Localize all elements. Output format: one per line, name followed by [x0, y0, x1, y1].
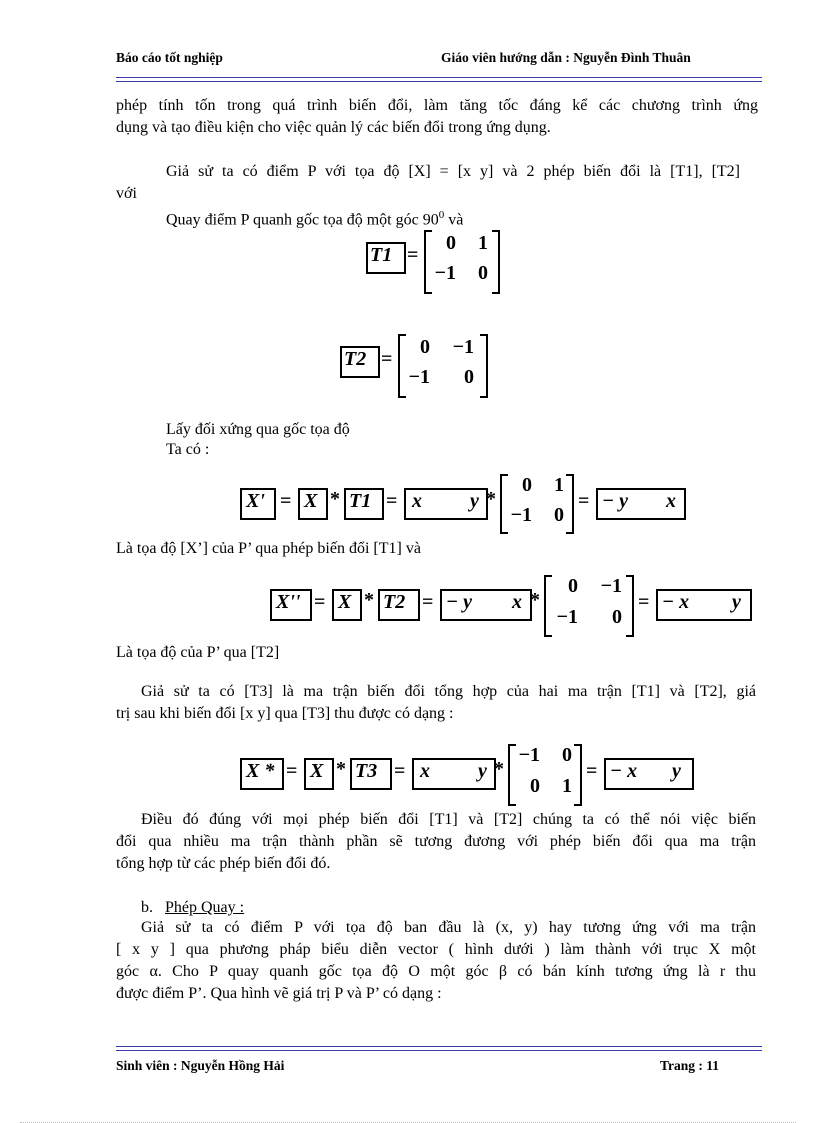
header-rule-bottom — [116, 81, 762, 82]
paragraph-8-line-2: trị sau khi biến đổi [x y] qua [T3] thu được có dạng : — [116, 705, 454, 722]
eq1-row-x: x — [412, 490, 422, 512]
eq1-t: T1 — [349, 490, 372, 512]
header-left: Báo cáo tốt nghiệp — [116, 50, 223, 65]
paragraph-9-line-1: Điều đó đúng với mọi phép biến đổi [T1] và [T2] chúng ta có thể nói việc biến — [141, 811, 756, 828]
t1-label: T1 — [370, 244, 393, 266]
paragraph-6: Là tọa độ [X’] của P’ qua phép biến đổi [T1] và — [116, 540, 421, 557]
paragraph-9-line-2: đổi qua nhiều ma trận thành phần sẽ tương đương với phép biến đổi qua ma trận — [116, 833, 756, 850]
paragraph-10-line-1: Giả sử ta có điểm P với tọa độ ban đầu là (x, y) hay tương ứng với ma trận — [141, 919, 756, 936]
eq2-mul-1: * — [364, 589, 374, 611]
eq3-result-1: − x — [610, 760, 638, 782]
section-b-number: b. — [141, 899, 153, 916]
eq1-cell: 0 — [554, 504, 564, 526]
equation-3 — [238, 742, 694, 804]
eq2-cell: −1 — [556, 606, 578, 628]
eq1-x: X — [304, 490, 318, 512]
t2-cell: −1 — [408, 366, 430, 388]
eq2-equals-3: = — [638, 591, 650, 613]
paragraph-2-line-1: Giả sử ta có điểm P với tọa độ [X] = [x y] và 2 phép biến đổi là [T1], [T2] — [166, 163, 740, 180]
eq3-row-y: y — [478, 760, 487, 782]
section-b-heading — [141, 897, 244, 919]
eq2-cell: 0 — [612, 606, 622, 628]
eq2-cell: −1 — [600, 575, 622, 597]
eq2-result-1: − x — [662, 591, 690, 613]
eq2-mul-2: * — [530, 589, 540, 611]
t2-label: T2 — [344, 348, 367, 370]
paragraph-5: Ta có : — [166, 441, 210, 458]
paragraph-1-line-1: phép tính tốn trong quá trình biến đổi, làm tăng tốc đáng kể các chương trình ứng — [116, 97, 758, 114]
eq1-result-2: x — [666, 490, 676, 512]
t1-equals: = — [407, 244, 419, 266]
t2-definition — [338, 330, 498, 396]
eq2-x: X — [338, 591, 352, 613]
t2-cell: 0 — [464, 366, 474, 388]
paragraph-7: Là tọa độ của P’ qua [T2] — [116, 644, 280, 661]
eq2-result-2: y — [732, 591, 741, 613]
t1-cell: −1 — [434, 262, 456, 284]
eq3-equals-2: = — [394, 760, 406, 782]
eq1-cell: 0 — [522, 474, 532, 496]
footer-rule-top — [116, 1046, 762, 1047]
paragraph-10-line-3: góc α. Cho P quay quanh gốc tọa độ O một góc β có bán kính tương ứng là r thu — [116, 963, 756, 980]
equation-1 — [238, 472, 688, 532]
paragraph-10-line-4: được điểm P’. Qua hình vẽ giá trị P và P’ có dạng : — [116, 985, 442, 1002]
eq2-lhs: X'' — [276, 591, 301, 613]
eq3-t: T3 — [355, 760, 378, 782]
eq3-lhs: X * — [246, 760, 275, 782]
t1-definition — [364, 228, 504, 294]
eq2-equals-2: = — [422, 591, 434, 613]
eq1-matrix-right-bracket — [566, 474, 574, 534]
eq2-matrix-right-bracket — [626, 575, 634, 637]
paragraph-1-line-2: dụng và tạo điều kiện cho việc quản lý các biến đổi trong ứng dụng. — [116, 119, 551, 136]
degree-superscript: 0 — [438, 209, 445, 221]
eq3-equals-1: = — [286, 760, 298, 782]
equation-2 — [268, 573, 754, 635]
footer-right: Trang : 11 — [660, 1058, 720, 1073]
footer-rule-bottom — [116, 1050, 762, 1051]
t2-cell: −1 — [452, 336, 474, 358]
eq3-row-x: x — [420, 760, 430, 782]
eq3-cell: 0 — [562, 744, 572, 766]
eq3-x: X — [310, 760, 324, 782]
eq1-equals-3: = — [578, 490, 590, 512]
paragraph-2-line-2: với — [116, 185, 137, 202]
paragraph-3-tail: và — [444, 211, 464, 229]
eq1-row-y: y — [470, 490, 479, 512]
eq1-cell: 1 — [554, 474, 564, 496]
eq1-mul-2: * — [486, 488, 496, 510]
t2-equals: = — [381, 348, 393, 370]
eq1-mul-1: * — [330, 488, 340, 510]
eq3-equals-3: = — [586, 760, 598, 782]
t1-cell: 0 — [446, 232, 456, 254]
paragraph-10-line-2: [ x y ] qua phương pháp biểu diễn vector ( hình dưới ) làm thành với trục X một — [116, 941, 756, 958]
header-rule-top — [116, 77, 762, 78]
eq1-lhs: X' — [246, 490, 265, 512]
eq2-row-1: − y — [446, 591, 472, 613]
t1-cell: 0 — [478, 262, 488, 284]
header-right: Giáo viên hướng dẫn : Nguyễn Đình Thuân — [441, 50, 691, 65]
t2-cell: 0 — [420, 336, 430, 358]
eq1-cell: −1 — [510, 504, 532, 526]
eq3-result-2: y — [672, 760, 681, 782]
eq1-equals-1: = — [280, 490, 292, 512]
eq3-mul-1: * — [336, 758, 346, 780]
eq3-cell: 1 — [562, 775, 572, 797]
t1-cell: 1 — [478, 232, 488, 254]
eq3-cell: 0 — [530, 775, 540, 797]
eq2-cell: 0 — [568, 575, 578, 597]
paragraph-9-line-3: tổng hợp từ các phép biến đổi đó. — [116, 855, 331, 872]
eq3-matrix-right-bracket — [574, 744, 582, 806]
eq3-mul-2: * — [494, 758, 504, 780]
section-b-title: Phép Quay : — [165, 899, 245, 916]
t1-matrix-right-bracket — [492, 230, 500, 294]
eq1-result-1: − y — [602, 490, 628, 512]
eq3-cell: −1 — [518, 744, 540, 766]
t2-matrix-right-bracket — [480, 334, 488, 398]
paragraph-8-line-1: Giả sử ta có [T3] là ma trận biến đổi tổng hợp của hai ma trận [T1] và [T2], giá — [141, 683, 756, 700]
eq2-equals-1: = — [314, 591, 326, 613]
eq2-row-2: x — [512, 591, 522, 613]
eq2-t: T2 — [383, 591, 406, 613]
footer-left: Sinh viên : Nguyễn Hồng Hải — [116, 1058, 285, 1073]
paragraph-3-text: Quay điểm P quanh gốc tọa độ một góc 90 — [166, 211, 439, 229]
paragraph-4: Lấy đối xứng qua gốc tọa độ — [166, 421, 350, 438]
eq1-equals-2: = — [386, 490, 398, 512]
